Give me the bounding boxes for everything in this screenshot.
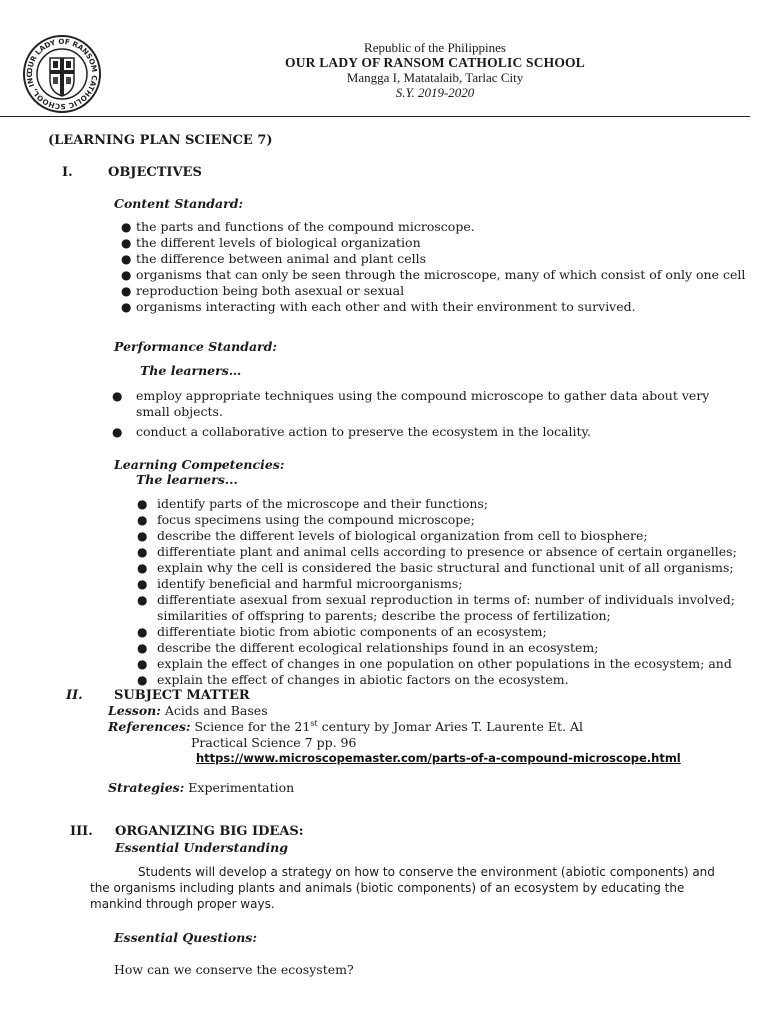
reference-2: Practical Science 7 pp. 96: [191, 735, 357, 750]
reference-1: Science for the 21st century by Jomar Aries T. Laurente Et. Al: [194, 719, 583, 735]
competencies-label: Learning Competencies:: [114, 457, 285, 472]
section-2-heading: SUBJECT MATTER: [114, 688, 250, 703]
competency-item: ● explain the effect of changes in one population on other populations in the ecosystem; and: [137, 656, 732, 671]
competency-item: ● differentiate plant and animal cells according to presence or absence of certain organelles;: [137, 544, 737, 559]
lesson-value: Acids and Bases: [164, 703, 268, 718]
essential-understanding-text: Students will develop a strategy on how to conserve the environment (abiotic components) and the organisms including plants and animals (biotic components) of an ecosystem by educating the mankind through proper ways.: [90, 865, 715, 911]
essential-understanding-label: Essential Understanding: [115, 840, 288, 855]
content-standard-label: Content Standard:: [114, 196, 244, 211]
competency-item: ● identify parts of the microscope and their functions;: [137, 496, 489, 511]
references-label: References:: [108, 719, 191, 735]
reference-url[interactable]: https://www.microscopemaster.com/parts-of-a-compound-microscope.html: [196, 751, 681, 765]
content-standard-item: ● reproduction being both asexual or sexual: [121, 283, 405, 298]
performance-standard-item: ● employ appropriate techniques using the compound microscope to gather data about very small objects.: [112, 388, 710, 419]
content-standard-item: ● organisms that can only be seen through the microscope, many of which consist of only one cell: [121, 267, 746, 282]
content-standard-item: ● organisms interacting with each other and with their environment to survived.: [121, 299, 636, 314]
content-standard-item: ● the different levels of biological organization: [121, 235, 421, 250]
school-header: [270, 40, 600, 100]
competencies-learners: The learners...: [136, 472, 238, 487]
competency-item: ● identify beneficial and harmful microorganisms;: [137, 576, 463, 591]
references-line: [108, 719, 583, 734]
section-1-number: I.: [62, 165, 73, 180]
school-name: OUR LADY OF RANSOM CATHOLIC SCHOOL: [285, 55, 585, 70]
seal-text: OUR LADY OF RANSOM CATHOLIC SCHOOL, INC: [24, 36, 100, 112]
essential-questions-label: Essential Questions:: [114, 930, 257, 945]
essential-question-text: How can we conserve the ecosystem?: [114, 962, 354, 977]
performance-learners: The learners…: [140, 363, 242, 378]
section-2-number: II.: [66, 688, 83, 703]
page-title: (LEARNING PLAN SCIENCE 7): [48, 133, 273, 148]
school-year: S.Y. 2019-2020: [395, 85, 475, 100]
section-1-heading: OBJECTIVES: [108, 165, 202, 180]
lesson-line: [108, 703, 268, 718]
content-standard-item: ● the difference between animal and plant cells: [121, 251, 427, 266]
performance-standard-label: Performance Standard:: [114, 339, 278, 354]
lesson-label: Lesson:: [108, 703, 161, 718]
republic-line: Republic of the Philippines: [364, 40, 506, 55]
header-divider: [0, 116, 750, 117]
competency-item: ● focus specimens using the compound microscope;: [137, 512, 475, 527]
reference-3-link[interactable]: [196, 751, 681, 765]
competency-item: ● describe the different ecological relationships found in an ecosystem;: [137, 640, 599, 655]
strategies-value: Experimentation: [188, 780, 295, 795]
strategies-line: [108, 780, 294, 795]
performance-standard-item: ● conduct a collaborative action to preserve the ecosystem in the locality.: [112, 424, 591, 439]
section-3-heading: ORGANIZING BIG IDEAS:: [115, 824, 304, 839]
competency-item: ● describe the different levels of biological organization from cell to biosphere;: [137, 528, 648, 543]
strategies-label: Strategies:: [108, 780, 185, 795]
section-3-number: III.: [70, 824, 93, 839]
school-address: Mangga I, Matatalaib, Tarlac City: [346, 70, 524, 85]
competency-item: ● differentiate asexual from sexual reproduction in terms of: number of individuals involved; similarities of offspring to parents; describe the process of fertilization;: [137, 592, 735, 623]
school-seal-logo: [20, 34, 104, 114]
content-standard-item: ● the parts and functions of the compound microscope.: [121, 219, 475, 234]
competency-item: ● explain the effect of changes in abiotic factors on the ecosystem.: [137, 672, 569, 687]
competency-item: ● differentiate biotic from abiotic components of an ecosystem;: [137, 624, 547, 639]
competency-item: ● explain why the cell is considered the basic structural and functional unit of all organisms;: [137, 560, 734, 575]
